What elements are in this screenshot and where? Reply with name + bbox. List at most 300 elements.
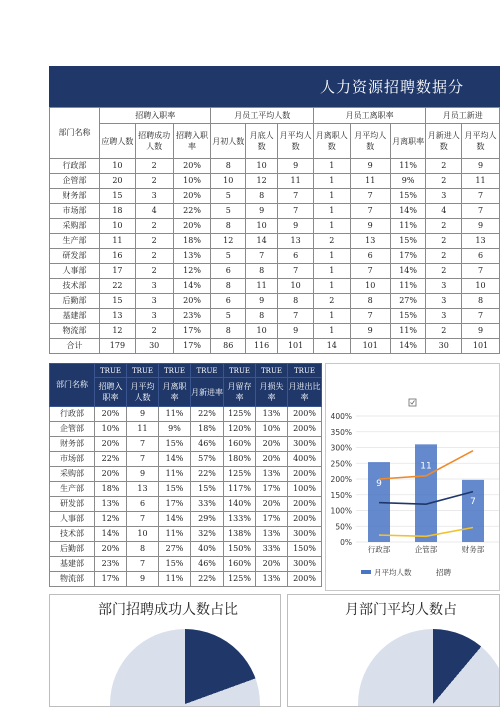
value-cell: 32% [191, 527, 224, 542]
y-tick-label: 50% [335, 522, 352, 532]
table-row [50, 422, 322, 437]
group-header: 月员工离职率 [313, 108, 426, 124]
value-cell: 10 [246, 159, 278, 174]
dept-cell: 人事部 [50, 264, 100, 279]
value-cell: 22% [191, 407, 224, 422]
value-cell: 8 [211, 159, 246, 174]
chart-filter-icon[interactable] [409, 399, 416, 406]
true-flag-cell: TRUE [159, 364, 191, 378]
value-cell: 20% [173, 159, 211, 174]
value-cell: 2 [426, 264, 462, 279]
value-cell: 12 [100, 324, 136, 339]
column-header: 招聘成功人数 [135, 124, 173, 159]
column-header: 月损失率 [256, 378, 288, 407]
value-cell: 7 [246, 249, 278, 264]
value-cell: 11 [278, 174, 314, 189]
table-row [50, 294, 500, 309]
value-cell: 7 [127, 437, 159, 452]
value-cell: 117% [224, 482, 256, 497]
table-row [50, 437, 322, 452]
dept-header: 部门名称 [50, 364, 95, 407]
value-cell: 3 [426, 294, 462, 309]
legend-label: 月平均人数 [374, 568, 412, 577]
value-cell: 14% [390, 339, 426, 354]
value-cell: 27% [159, 542, 191, 557]
y-tick-label: 150% [330, 490, 352, 500]
value-cell: 4 [135, 204, 173, 219]
value-cell: 14% [173, 279, 211, 294]
pie-chart-avg-headcount [358, 629, 500, 707]
group-header-row [50, 108, 500, 124]
value-cell: 20% [95, 542, 127, 557]
value-cell: 7 [350, 264, 390, 279]
value-cell: 14% [390, 264, 426, 279]
value-cell: 3 [426, 309, 462, 324]
dept-cell: 采购部 [50, 467, 95, 482]
rate-table [49, 363, 322, 587]
value-cell: 8 [350, 294, 390, 309]
column-header: 月留存率 [224, 378, 256, 407]
value-cell: 10 [246, 324, 278, 339]
value-cell: 11% [159, 527, 191, 542]
table-row [50, 557, 322, 572]
value-cell: 11 [100, 234, 136, 249]
value-cell: 10% [95, 422, 127, 437]
value-cell: 57% [191, 452, 224, 467]
value-cell: 2 [313, 234, 350, 249]
value-cell: 133% [224, 512, 256, 527]
value-cell: 7 [462, 204, 500, 219]
value-cell: 101 [350, 339, 390, 354]
dept-cell: 基建部 [50, 557, 95, 572]
value-cell: 11% [159, 572, 191, 587]
value-cell: 11% [159, 467, 191, 482]
table-row [50, 407, 322, 422]
value-cell: 300% [288, 557, 322, 572]
value-cell: 22% [191, 572, 224, 587]
value-cell: 16 [100, 249, 136, 264]
panel-title-recruit-ratio: 部门招聘成功人数占比 [98, 602, 238, 618]
column-header: 月新进率 [191, 378, 224, 407]
value-cell: 200% [288, 422, 322, 437]
value-cell: 12 [246, 174, 278, 189]
value-cell: 14 [246, 234, 278, 249]
value-cell: 18% [191, 422, 224, 437]
value-cell: 17% [173, 339, 211, 354]
value-cell: 33% [191, 497, 224, 512]
value-cell: 20% [256, 497, 288, 512]
table-row [50, 324, 500, 339]
value-cell: 3 [135, 189, 173, 204]
true-flag-cell: TRUE [95, 364, 127, 378]
value-cell: 17% [256, 512, 288, 527]
value-cell: 1 [313, 264, 350, 279]
dept-cell: 研发部 [50, 249, 100, 264]
table-row [50, 527, 322, 542]
value-cell: 200% [288, 407, 322, 422]
value-cell: 125% [224, 407, 256, 422]
table-row [50, 482, 322, 497]
value-cell: 14% [390, 204, 426, 219]
value-cell: 10% [173, 174, 211, 189]
column-header: 月进出比率 [288, 378, 322, 407]
value-cell: 7 [278, 204, 314, 219]
value-cell: 9 [278, 159, 314, 174]
value-cell: 1 [313, 324, 350, 339]
value-cell: 4 [426, 204, 462, 219]
value-cell: 7 [462, 309, 500, 324]
value-cell: 20% [256, 452, 288, 467]
value-cell: 20% [173, 189, 211, 204]
value-cell: 13% [95, 497, 127, 512]
column-header: 应聘人数 [100, 124, 136, 159]
column-header: 月离职率 [390, 124, 426, 159]
value-cell: 160% [224, 557, 256, 572]
value-cell: 12% [95, 512, 127, 527]
value-cell: 30 [426, 339, 462, 354]
value-cell: 23% [173, 309, 211, 324]
dept-cell: 采购部 [50, 219, 100, 234]
y-tick-label: 200% [330, 475, 352, 484]
value-cell: 2 [426, 174, 462, 189]
avg-headcount-ratio-panel [287, 594, 500, 707]
title-bar [49, 66, 500, 107]
table-row [50, 189, 500, 204]
value-cell: 20% [95, 407, 127, 422]
value-cell: 6 [278, 249, 314, 264]
table-row [50, 339, 500, 354]
column-header: 月离职率 [159, 378, 191, 407]
table-row [50, 542, 322, 557]
value-cell: 13 [127, 482, 159, 497]
value-cell: 13 [350, 234, 390, 249]
value-cell: 200% [288, 497, 322, 512]
value-cell: 18 [100, 204, 136, 219]
value-cell: 9 [278, 219, 314, 234]
value-cell: 2 [426, 324, 462, 339]
column-header: 月平均人数 [278, 124, 314, 159]
value-cell: 7 [278, 264, 314, 279]
x-tick-label: 行政部 [367, 545, 391, 554]
value-cell: 8 [211, 279, 246, 294]
table-row [50, 264, 500, 279]
value-cell: 140% [224, 497, 256, 512]
value-cell: 13 [278, 234, 314, 249]
value-cell: 2 [313, 294, 350, 309]
table-row [50, 497, 322, 512]
value-cell: 14% [159, 452, 191, 467]
legend-swatch [361, 570, 371, 574]
value-cell: 6 [462, 249, 500, 264]
value-cell: 12% [173, 264, 211, 279]
value-cell: 20% [95, 437, 127, 452]
value-cell: 14 [313, 339, 350, 354]
table-row [50, 572, 322, 587]
value-cell: 3 [135, 294, 173, 309]
value-cell: 200% [288, 572, 322, 587]
value-cell: 9 [350, 159, 390, 174]
dept-cell: 生产部 [50, 234, 100, 249]
value-cell: 15 [100, 189, 136, 204]
value-cell: 40% [191, 542, 224, 557]
value-cell: 6 [350, 249, 390, 264]
value-cell: 5 [211, 189, 246, 204]
value-cell: 22% [191, 467, 224, 482]
dept-cell: 人事部 [50, 512, 95, 527]
value-cell: 11% [390, 159, 426, 174]
table-row [50, 204, 500, 219]
value-cell: 10 [211, 174, 246, 189]
dept-cell: 后勤部 [50, 294, 100, 309]
value-cell: 18% [95, 482, 127, 497]
bar [415, 444, 437, 542]
value-cell: 8 [211, 219, 246, 234]
value-cell: 13% [256, 407, 288, 422]
dept-cell: 基建部 [50, 309, 100, 324]
value-cell: 9 [127, 407, 159, 422]
value-cell: 2 [426, 249, 462, 264]
value-cell: 14% [95, 527, 127, 542]
value-cell: 22 [100, 279, 136, 294]
dept-cell: 技术部 [50, 279, 100, 294]
column-header: 招聘入职率 [173, 124, 211, 159]
value-cell: 8 [246, 264, 278, 279]
value-cell: 1 [313, 279, 350, 294]
value-cell: 9% [390, 174, 426, 189]
table-row [50, 309, 500, 324]
page-title: 人力资源招聘数据分 [320, 78, 465, 96]
y-tick-label: 400% [330, 412, 352, 421]
value-cell: 10% [256, 422, 288, 437]
value-cell: 7 [350, 309, 390, 324]
value-cell: 5 [211, 249, 246, 264]
dept-cell: 企管部 [50, 174, 100, 189]
value-cell: 100% [288, 482, 322, 497]
dept-cell: 企管部 [50, 422, 95, 437]
value-cell: 300% [288, 437, 322, 452]
dept-cell: 市场部 [50, 452, 95, 467]
dept-cell: 行政部 [50, 159, 100, 174]
value-cell: 150% [288, 542, 322, 557]
value-cell: 15% [159, 482, 191, 497]
true-flag-cell: TRUE [191, 364, 224, 378]
value-cell: 27% [390, 294, 426, 309]
bar-data-label: 11 [420, 461, 432, 472]
value-cell: 2 [426, 159, 462, 174]
value-cell: 20% [173, 219, 211, 234]
value-cell: 9 [350, 219, 390, 234]
table-row [50, 279, 500, 294]
value-cell: 6 [211, 264, 246, 279]
value-cell: 8 [278, 294, 314, 309]
true-row [50, 364, 322, 378]
dept-cell: 行政部 [50, 407, 95, 422]
column-header: 月平均人数 [127, 378, 159, 407]
table-row [50, 219, 500, 234]
bar-data-label: 9 [376, 479, 382, 490]
value-cell: 18% [173, 234, 211, 249]
value-cell: 11 [350, 174, 390, 189]
value-cell: 7 [350, 189, 390, 204]
value-cell: 125% [224, 572, 256, 587]
group-header: 月员工平均人数 [211, 108, 313, 124]
value-cell: 400% [288, 452, 322, 467]
recruit-table [49, 107, 500, 354]
value-cell: 20% [256, 557, 288, 572]
table-row [50, 249, 500, 264]
value-cell: 1 [313, 219, 350, 234]
value-cell: 9 [278, 324, 314, 339]
value-cell: 15% [159, 437, 191, 452]
value-cell: 120% [224, 422, 256, 437]
panel-title-avg-headcount: 月部门平均人数占 [345, 602, 457, 618]
dept-cell: 财务部 [50, 189, 100, 204]
column-header: 月新进人数 [426, 124, 462, 159]
value-cell: 10 [246, 219, 278, 234]
value-cell: 2 [135, 159, 173, 174]
value-cell: 2 [135, 174, 173, 189]
bar [462, 480, 484, 542]
value-cell: 14% [159, 512, 191, 527]
value-cell: 10 [350, 279, 390, 294]
value-cell: 2 [135, 324, 173, 339]
value-cell: 10 [100, 219, 136, 234]
value-cell: 2 [426, 234, 462, 249]
value-cell: 15% [390, 234, 426, 249]
value-cell: 2 [135, 219, 173, 234]
column-header: 月平均人数 [462, 124, 500, 159]
value-cell: 180% [224, 452, 256, 467]
value-cell: 13% [256, 572, 288, 587]
value-cell: 17% [173, 324, 211, 339]
value-cell: 2 [135, 234, 173, 249]
value-cell: 17% [256, 482, 288, 497]
pie-chart-recruit [110, 629, 260, 707]
value-cell: 29% [191, 512, 224, 527]
combo-chart [325, 363, 500, 591]
value-cell: 3 [135, 309, 173, 324]
true-flag-cell: TRUE [127, 364, 159, 378]
value-cell: 5 [211, 204, 246, 219]
value-cell: 15% [159, 557, 191, 572]
value-cell: 17% [95, 572, 127, 587]
value-cell: 17% [390, 249, 426, 264]
true-flag-cell: TRUE [256, 364, 288, 378]
table-row [50, 467, 322, 482]
value-cell: 20 [100, 174, 136, 189]
table-row [50, 159, 500, 174]
value-cell: 10 [127, 527, 159, 542]
value-cell: 9 [246, 204, 278, 219]
value-cell: 116 [246, 339, 278, 354]
value-cell: 7 [350, 204, 390, 219]
y-tick-label: 0% [340, 538, 352, 547]
value-cell: 15 [100, 294, 136, 309]
value-cell: 11 [246, 279, 278, 294]
true-flag-cell: TRUE [224, 364, 256, 378]
value-cell: 13 [462, 234, 500, 249]
group-header: 月员工新进 [426, 108, 500, 124]
value-cell: 1 [313, 309, 350, 324]
value-cell: 13 [100, 309, 136, 324]
value-cell: 22% [173, 204, 211, 219]
value-cell: 3 [426, 189, 462, 204]
column-header: 月平均人数 [350, 124, 390, 159]
chart-svg [326, 364, 500, 591]
table-row [50, 452, 322, 467]
value-cell: 10 [100, 159, 136, 174]
value-cell: 150% [224, 542, 256, 557]
value-cell: 86 [211, 339, 246, 354]
value-cell: 101 [278, 339, 314, 354]
value-cell: 2 [426, 219, 462, 234]
legend-label: 招聘 [436, 568, 451, 577]
table-row [50, 234, 500, 249]
y-tick-label: 250% [330, 459, 352, 469]
value-cell: 6 [211, 294, 246, 309]
value-cell: 23% [95, 557, 127, 572]
column-header: 月底人数 [246, 124, 278, 159]
value-cell: 7 [278, 309, 314, 324]
dept-cell: 财务部 [50, 437, 95, 452]
value-cell: 22% [95, 452, 127, 467]
column-header: 月离职人数 [313, 124, 350, 159]
value-cell: 15% [390, 189, 426, 204]
value-cell: 9 [462, 159, 500, 174]
x-tick-label: 企管部 [414, 545, 438, 554]
value-cell: 11 [462, 174, 500, 189]
value-cell: 33% [256, 542, 288, 557]
dept-cell: 后勤部 [50, 542, 95, 557]
value-cell: 9 [246, 294, 278, 309]
value-cell: 101 [462, 339, 500, 354]
value-cell: 1 [313, 174, 350, 189]
value-cell: 9% [159, 422, 191, 437]
value-cell: 20% [173, 294, 211, 309]
value-cell: 11% [390, 324, 426, 339]
value-cell: 7 [462, 189, 500, 204]
y-tick-label: 350% [330, 427, 352, 437]
true-flag-cell: TRUE [288, 364, 322, 378]
column-header: 招聘入职率 [95, 378, 127, 407]
value-cell: 8 [246, 309, 278, 324]
value-cell: 179 [100, 339, 136, 354]
dept-header: 部门名称 [50, 108, 100, 159]
value-cell: 46% [191, 557, 224, 572]
value-cell: 3 [135, 279, 173, 294]
value-cell: 10 [462, 279, 500, 294]
sub-header-row [50, 124, 500, 159]
chart-filter-check [411, 401, 415, 405]
value-cell: 5 [211, 309, 246, 324]
value-cell: 9 [127, 467, 159, 482]
value-cell: 7 [278, 189, 314, 204]
y-tick-label: 300% [330, 443, 352, 453]
value-cell: 300% [288, 527, 322, 542]
value-cell: 10 [278, 279, 314, 294]
value-cell: 15% [191, 482, 224, 497]
value-cell: 200% [288, 512, 322, 527]
value-cell: 7 [462, 264, 500, 279]
value-cell: 8 [246, 189, 278, 204]
value-cell: 11% [390, 279, 426, 294]
column-header: 月初人数 [211, 124, 246, 159]
value-cell: 125% [224, 467, 256, 482]
dept-cell: 生产部 [50, 482, 95, 497]
value-cell: 6 [127, 497, 159, 512]
value-cell: 7 [127, 557, 159, 572]
value-cell: 1 [313, 189, 350, 204]
